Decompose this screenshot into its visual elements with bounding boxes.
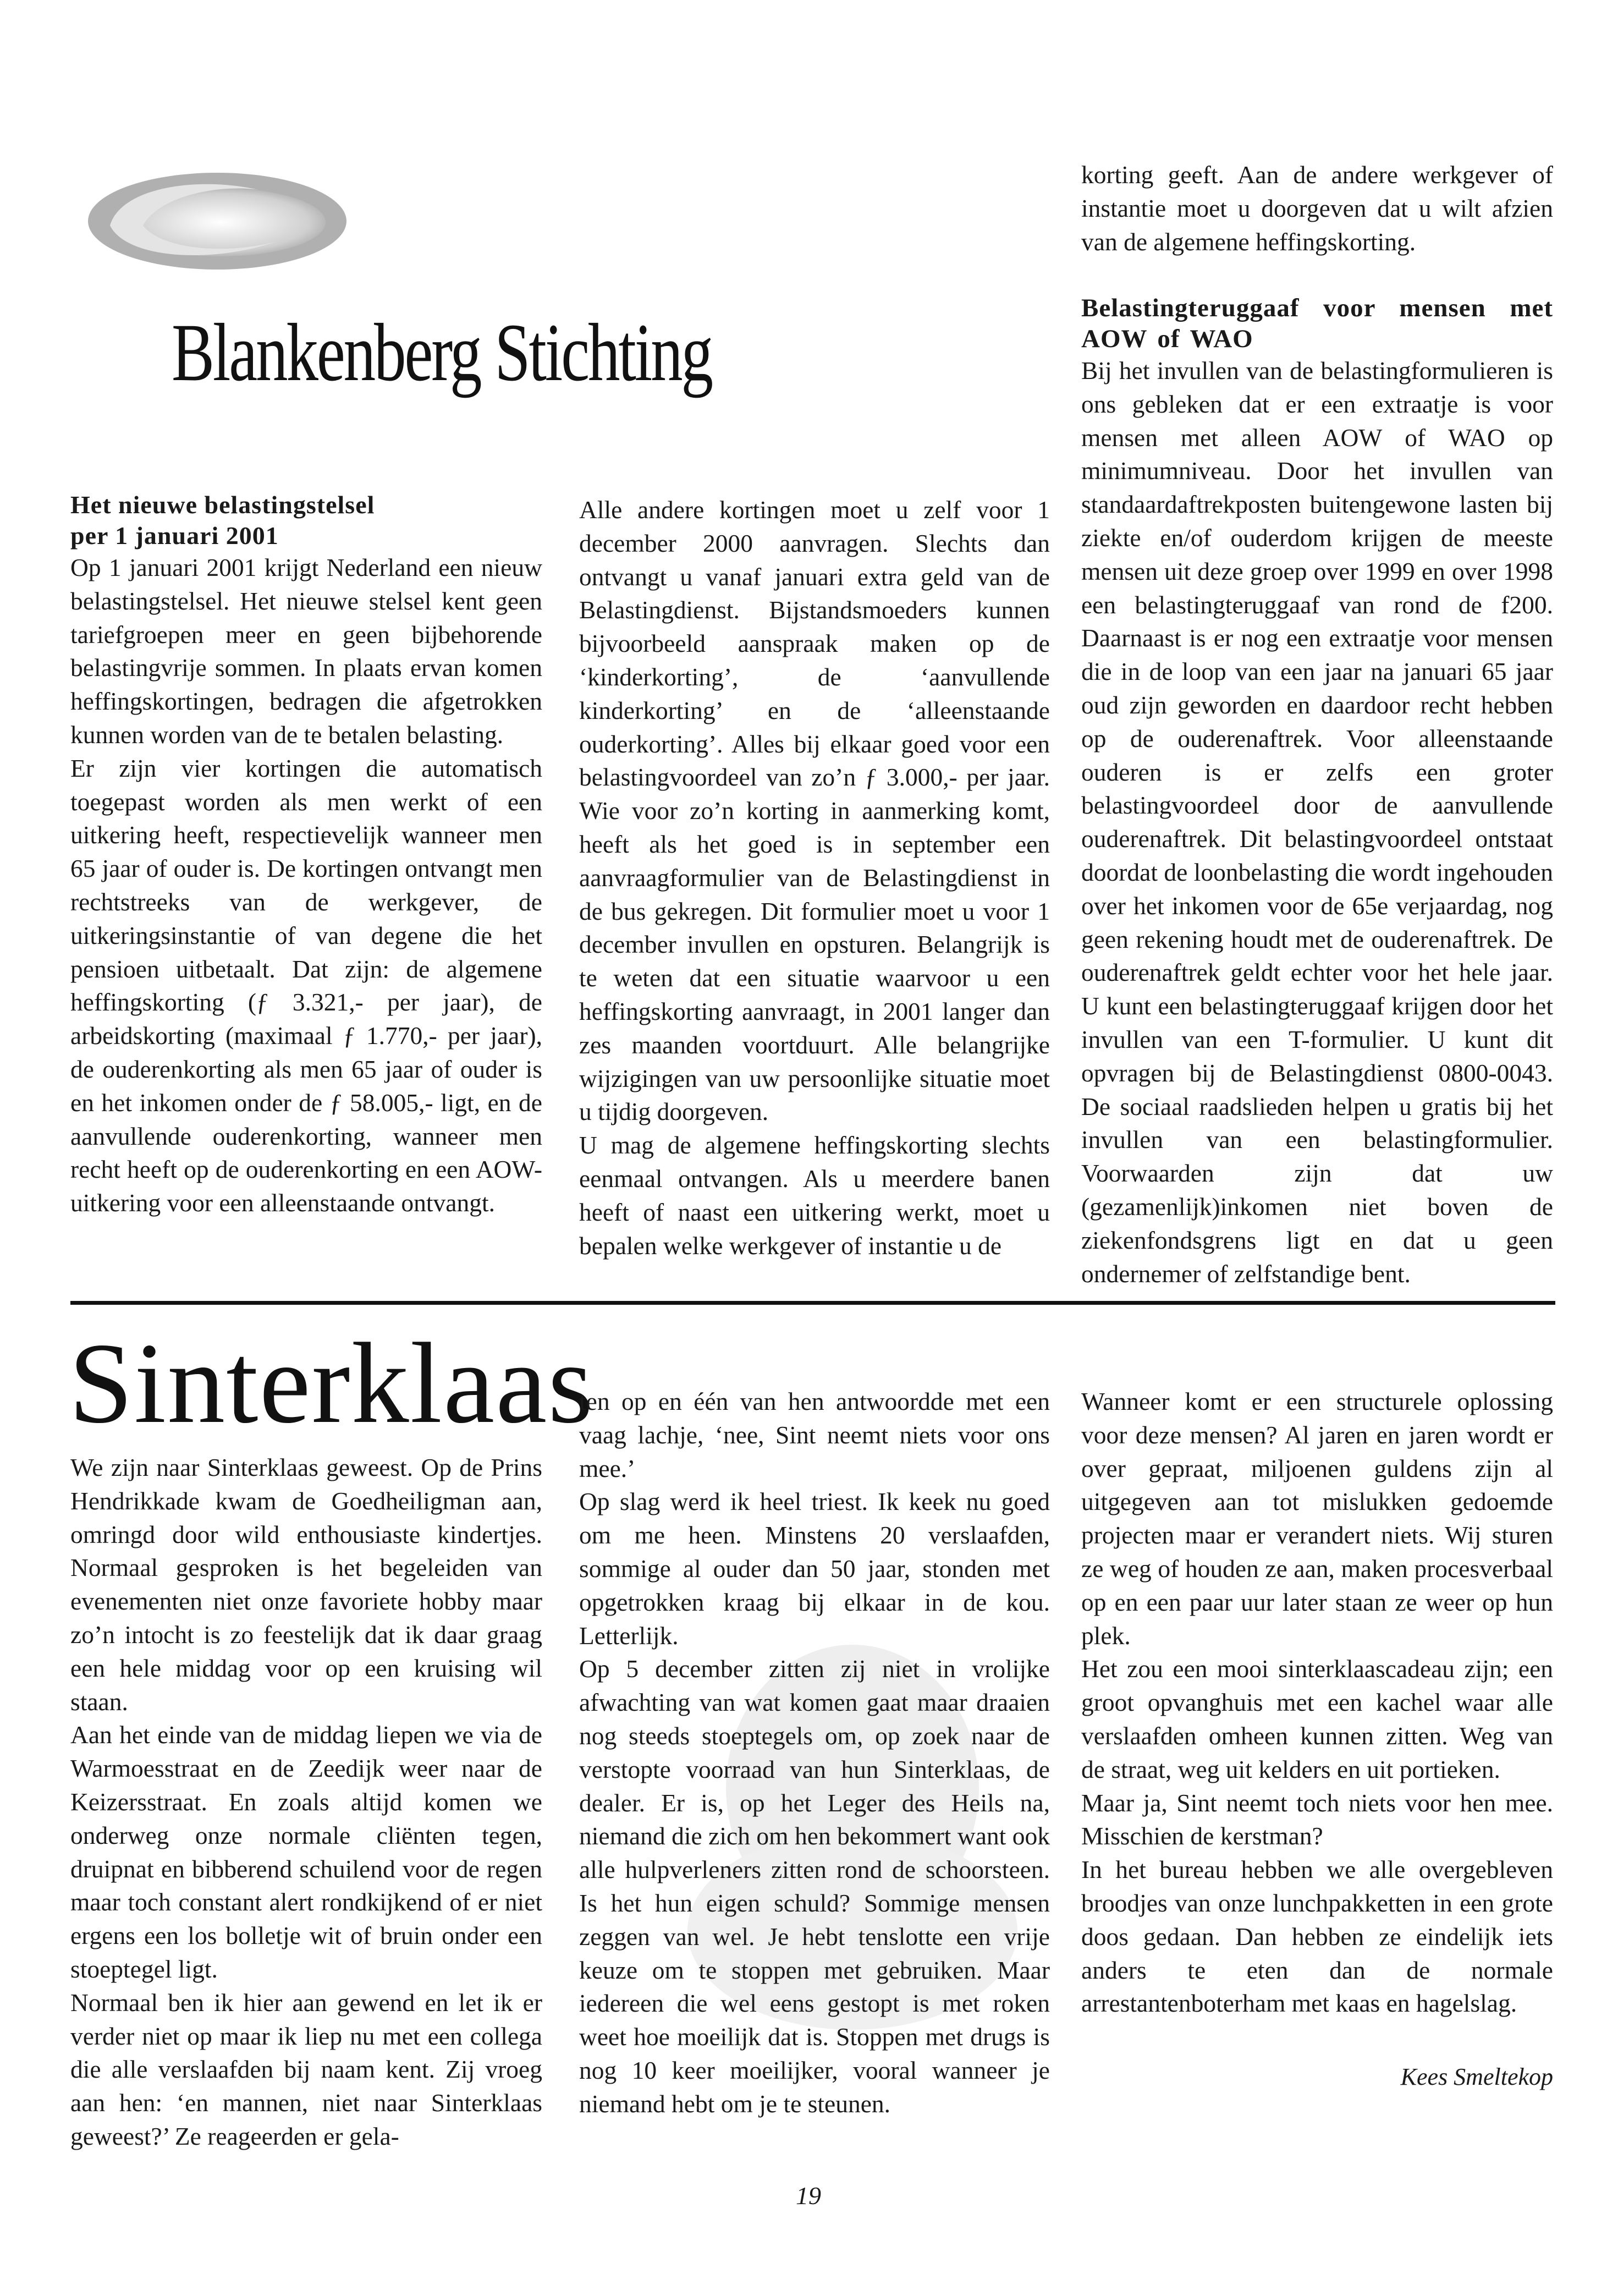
paragraph: Alle andere kortingen moet u zelf voor 1 december 2000 aanvragen. Slechts dan ontvangt u vanaf januari extra geld van de Belastingdienst. Bijstandsmoeders kunnen bijvoorbeeld aanspraak maken op de ‘kinderkorting’, de ‘aanvullende kinderkorting’ en de ‘alleenstaande ouderkorting’. Alles bij elkaar goed voor een belastingvoordeel van zo’n ƒ 3.000,- per jaar. Wie voor zo’n korting in aanmerking komt, heeft als het goed is in september een aanvraagformulier van de Belastingdienst in de bus gekregen. Dit formulier moet u voor 1 december invullen en opsturen. Belangrijk is te weten dat een situatie waarvoor u een heffingskorting aanvraagt, in 2001 langer dan zes maanden voortduurt. Alle belangrijke wijzigingen van uw persoonlijke situatie moet u tijdig doorgeven. xyxy=(579,496,1050,1126)
paragraph: U mag de algemene heffingskorting slechts eenmaal ontvangen. Als u meerdere banen heeft of naast een uitkering werkt, moet u bepalen welke werkgever of instantie u de xyxy=(579,1131,1050,1260)
paragraph: ten op en één van hen antwoordde met een vaag lachje, ‘nee, Sint neemt niets voor ons mee.’ xyxy=(579,1387,1050,1482)
paragraph: We zijn naar Sinterklaas geweest. Op de Prins Hendrikkade kwam de Goedheiligman aan, omringd door wild enthousiaste kindertjes. Normaal gesproken is het begeleiden van evenementen niet onze favoriete hobby maar zo’n intocht is zo feestelijk dat ik daar graag een hele middag voor op een kruising wil staan. xyxy=(70,1453,542,1716)
paragraph: Op slag werd ik heel triest. Ik keek nu goed om me heen. Minstens 20 verslaafden, sommige al ouder dan 50 jaar, stonden met opgetrokken kraag bij elkaar in de kou. Letterlijk. xyxy=(579,1487,1050,1650)
paragraph: Maar ja, Sint neemt toch niets voor hen mee. Misschien de kerstman? xyxy=(1081,1788,1553,1850)
page-number: 19 xyxy=(796,2182,821,2210)
organization-title: Blankenberg Stichting xyxy=(172,307,712,398)
section-divider xyxy=(70,1301,1555,1305)
paragraph: Normaal ben ik hier aan gewend en let ik er verder niet op maar ik liep nu met een collega die alle verslaafden bij naam kent. Zij vroeg aan hen: ‘en mannen, niet naar Sinterklaas geweest?’ Ze reageerden er gela- xyxy=(70,1988,542,2150)
article2-column-3 xyxy=(1081,1385,1553,2020)
article2-column-2 xyxy=(579,1385,1050,2121)
paragraph: Er zijn vier kortingen die automatisch toegepast worden als men werkt of een uitkering heeft, respectievelijk wanneer men 65 jaar of ouder is. De kortingen ontvangt men rechtstreeks van de werkgever, de uitkeringsinstantie of van degene die het pensioen uitbetaalt. Dat zijn: de algemene heffingskorting (ƒ 3.321,- per jaar), de arbeidskorting (maximaal ƒ 1.770,- per jaar), de ouderenkorting als men 65 jaar of ouder is en het inkomen onder de ƒ 58.005,- ligt, en de aanvullende ouderenkorting, wanneer men recht heeft op de ouderenkorting en een AOW-uitkering voor een alleenstaande ontvangt. xyxy=(70,754,542,1217)
article1-heading-line1: Het nieuwe belastingstelsel xyxy=(70,491,375,519)
swirl-logo-icon xyxy=(77,165,352,275)
article1-heading-line2: per 1 januari 2001 xyxy=(70,521,279,550)
sub-heading: Belastingteruggaaf voor mensen met AOW of WAO xyxy=(1081,294,1553,353)
paragraph: In het bureau hebben we alle overgebleven broodjes van onze lunchpakketten in een grote doos gedaan. Dan hebben ze eindelijk iets anders te eten dan de normale arrestantenboterham met kaas en hagelslag. xyxy=(1081,1855,1553,2018)
paragraph: Op 1 januari 2001 krijgt Nederland een nieuw belastingstelsel. Het nieuwe stelsel kent geen tariefgroepen meer en geen bijbehorende belastingvrije sommen. In plaats ervan komen heffingskortingen, bedragen die afgetrokken kunnen worden van de te betalen belasting. xyxy=(70,553,542,749)
paragraph: korting geeft. Aan de andere werkgever of instantie moet u doorgeven dat u wilt afzien van de algemene heffingskorting. xyxy=(1081,161,1553,256)
paragraph: Aan het einde van de middag liepen we via de Warmoesstraat en de Zeedijk weer naar de Keizersstraat. En zoals altijd komen we onderweg onze normale cliënten tegen, druipnat en bibberend schuilend voor de regen maar toch constant alert rondkijkend of er niet ergens een los bolletje wit of bruin onder een stoeptegel ligt. xyxy=(70,1721,542,1983)
article1-column-2 xyxy=(579,493,1050,1262)
article2-title: Sinterklaas xyxy=(69,1320,595,1447)
paragraph: Op 5 december zitten zij niet in vrolijke afwachting van wat komen gaat maar draaien nog steeds stoeptegels om, op zoek naar de verstopte voorraad van hun Sinterklaas, de dealer. Er is, op het Leger des Heils na, niemand die zich om hen bekommert want ook alle hulpverleners zitten rond de schoorsteen. Is het hun eigen schuld? Sommige mensen zeggen van wel. Je hebt tenslotte een vrije keuze om te stoppen met gebruiken. Maar iedereen die wel eens gestopt is met roken weet hoe moeilijk dat is. Stoppen met drugs is nog 10 keer moeilijker, vooral wanneer je niemand hebt om je te steunen. xyxy=(579,1655,1050,2118)
paragraph: Bij het invullen van de belastingformulieren is ons gebleken dat er een extraatje is voor mensen met alleen AOW of WAO op minimumniveau. Door het invullen van standaardaftrekposten buitengewone lasten bij ziekte en/of ouderdom krijgen de meeste mensen uit deze groep over 1999 en over 1998 een belastingteruggaaf van rond de f200. Daarnaast is er nog een extraatje voor mensen die in de loop van een jaar na januari 65 jaar oud zijn geworden en daardoor recht hebben op de ouderenaftrek. Voor alleenstaande ouderen is er zelfs een groter belastingvoordeel door de aanvullende ouderenaftrek. Dit belastingvoordeel ontstaat doordat de loonbelasting die wordt ingehouden over het inkomen voor de 65e verjaardag, nog geen rekening houdt met de ouderenaftrek. De ouderenaftrek geldt echter voor het hele jaar. U kunt een belastingteruggaaf krijgen door het invullen van een T-formulier. U kunt dit opvragen bij de Belastingdienst 0800-0043. De sociaal raadslieden helpen u gratis bij het invullen van een belastingformulier. Voorwaarden zijn dat uw (gezamenlijk)inkomen niet boven de ziekenfondsgrens ligt en dat u geen ondernemer of zelfstandige bent. xyxy=(1081,356,1553,1288)
article1-column-3 xyxy=(1081,293,1553,1290)
author-signature: Kees Smeltekop xyxy=(1400,2063,1553,2090)
paragraph: Het zou een mooi sinterklaascadeau zijn; een groot opvanghuis met een kachel waar alle verslaafden omheen kunnen zitten. Weg van de straat, weg uit kelders en uit portieken. xyxy=(1081,1655,1553,1783)
paragraph: Wanneer komt er een structurele oplossing voor deze mensen? Al jaren en jaren wordt er over gepraat, miljoenen guldens zijn al uitgegeven aan tot mislukken gedoemde projecten maar er verandert niets. Wij sturen ze weg of houden ze aan, maken procesverbaal op en een paar uur later staan ze weer op hun plek. xyxy=(1081,1387,1553,1650)
article1-column-1 xyxy=(70,490,542,1220)
article1-column-3-top xyxy=(1081,158,1553,259)
article2-column-1 xyxy=(70,1451,542,2154)
